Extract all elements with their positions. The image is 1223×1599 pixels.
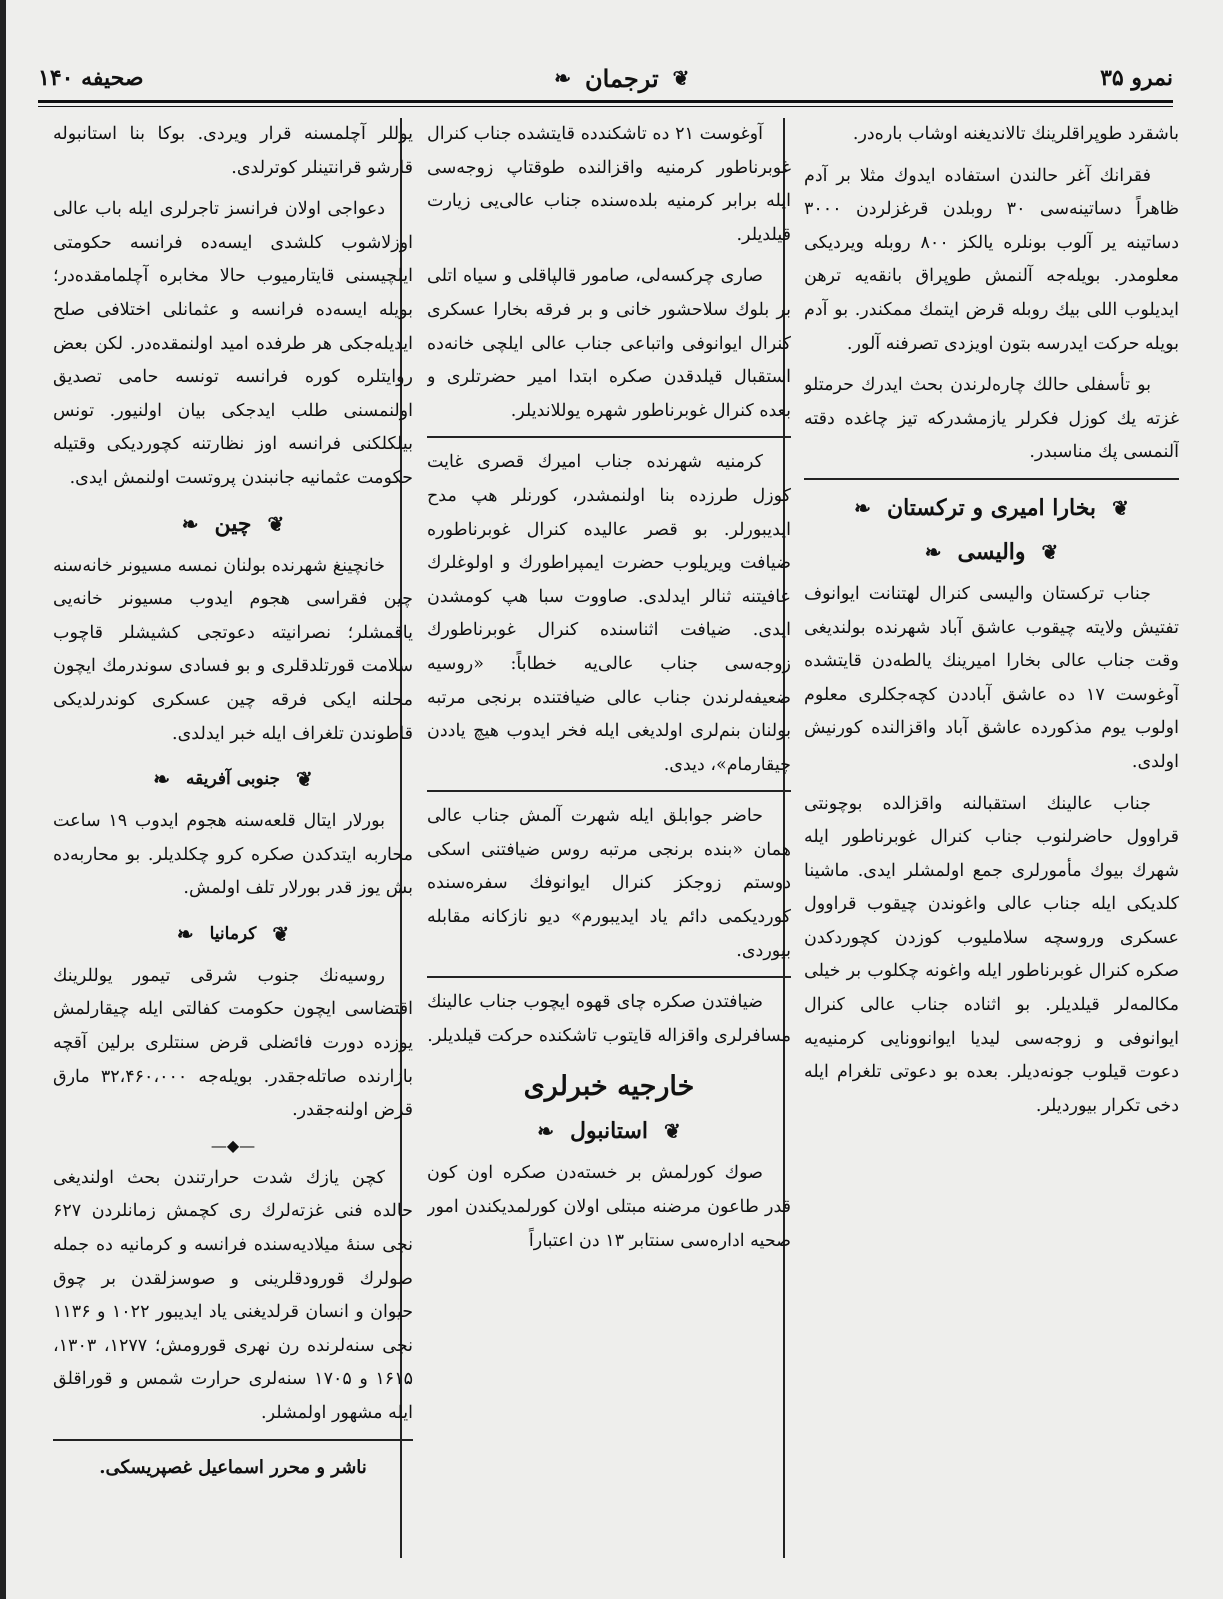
paragraph: بو تأسفلی حالك چاره‌لرندن بحث ایدرك حرمتلو غزته‌ یك كوزل فكرلر یازمشدركه تیز چاغده دقته آلنمسی پك مناسبدر. — [804, 375, 1179, 463]
ornament-icon: ❦ — [267, 511, 285, 536]
section-subheading — [804, 536, 1179, 568]
ornament-icon: ❧ — [153, 767, 171, 792]
paragraph: یوللر آچلمسنه قرار ویردی. بوکا بنا استانبوله قارشو قرانتینلر کوترلدی. — [53, 124, 413, 178]
section-heading — [53, 918, 413, 950]
heading-text: خارجیه خبرلری — [523, 1071, 695, 1103]
heading-text: استانبول — [570, 1118, 648, 1145]
binding-edge — [0, 0, 6, 1599]
column-right — [804, 118, 1179, 1573]
ornament-icon: ❧ — [176, 921, 194, 946]
ornament-icon: ❧ — [181, 511, 199, 536]
masthead-title-group — [554, 64, 689, 93]
ornament-icon: ❦ — [1112, 495, 1129, 520]
ornament-icon: ❦ — [272, 921, 290, 946]
issue-number: نمرو ۳۵ — [1100, 65, 1173, 91]
paragraph: روسیه‌نك جنوب شرقی تیمور یوللرینك اقتضاسی ایچون حکومت کفالتی ایله چیقارلمش یوزده دورت فائضلی قرض سنتلری برلین آقچه بازارنده صاتله‌جقدر. بویله‌جه ۳۲،۴۶۰،۰۰۰ مارق قرض اولنه‌جقدر. — [53, 965, 413, 1121]
paragraph: خانچینغ شهرنده بولنان نمسه مسیونر خانه‌سنه چین فقراسی هجوم ایدوب مسیونر خانه‌یی یاقمشلر؛ نصرانیته دعوتجی کشیشلر قاچوب سلامت قورتلدقلری و بو فسادی سوندرمك ایچون محلنه ایکی فرقه چین عسکری کوندرلدیکی قاطوندن تلغراف ایله خبر ایدلدی. — [53, 555, 413, 744]
ornament-icon: ❧ — [854, 495, 871, 520]
section-subheading — [427, 1115, 791, 1147]
section-rule — [804, 478, 1179, 480]
paragraph: آوغوست ۲۱ ده تاشکندده قایتشده جناب کنرال غوبرناطور کرمنیه واقزالنده طوقتاپ زوجه‌سی ایله برابر کرمنیه بلده‌سنده جناب عالی‌یی زیارت قیلدیلر. — [427, 124, 791, 245]
paragraph: صاری چرکسه‌لی، صامور قالپاقلی و سیاه اتلی بر بلوك سلاحشور خانی و بر فرقه بخارا عسکری کنرال ایوانوفی واتباعی جناب عالی ایلچی خانه‌ده استقبال قیلدقدن صکره ابتدا امیر حضرتلری و بعده کنرال غوبرناطور شهره یوللاندیلر. — [427, 266, 791, 421]
masthead — [38, 58, 1173, 98]
ornament-icon: ❦ — [1041, 539, 1059, 564]
ornament-icon: ❦ — [672, 66, 690, 90]
paragraph: صوك کورلمش بر خسته‌دن صکره اون کون قدر طاعون مرضنه مبتلی اولان کورلمدیکندن امور صحیه اداره‌سی سنتابر ۱۳ دن اعتباراً — [427, 1163, 791, 1251]
paragraph: حاضر جوابلق ایله شهرت آلمش جناب عالی همان «بنده برنجی مرتبه روس ضیافتنی اسکی دوستم زوجکز کنرال ایوانوفك سفره‌سنده کوردیکمی دائم یاد ایدیبورم» دیو نازکانه مقابله بیوردی. — [427, 806, 791, 961]
heading-text: جنوبی آفریقه — [186, 769, 280, 790]
paragraph: جناب عالینك استقبالنه واقزالده بوچونتی قراوول حاضرلنوب جناب کنرال غوبرناطور ایله شهرك بیوك مأمورلری جمع اولمشلر ایدی. ماشینا کلدیکی ایله جناب عالی واغوندن چیقوب قراوول عسکری وروسچه سلاملیوب کوزدن کچوردکدن صکره کنرال غوبرناطور ایله واغونه چکلوب بر خیلی مکالمه‌لر قیلدیلر. بو اثناده جناب عالی کنرال ایوانوفی و زوجه‌سی لیدیا ایوانوونایی کرمنیه‌یه دعوت قیلوب جونه‌دیلر. بعده بو دعوتی تلغرام ایله دخی تکرار بیوردیلر. — [804, 793, 1179, 1116]
newspaper-title: ترجمان — [585, 63, 659, 93]
diamond-divider-icon: —◆— — [210, 1135, 256, 1155]
page-number: صحیفه ۱۴۰ — [38, 65, 144, 91]
header-rule-thin — [38, 106, 1173, 107]
section-heading — [53, 763, 413, 795]
section-heading — [53, 508, 413, 540]
heading-text: بخارا امیری و ترکستان — [886, 494, 1097, 521]
paragraph: باشقرد طوپراقلرینك تالاندیغنه اوشاب باره‌در. — [852, 124, 1179, 144]
paragraph: فقرانك آغر حالندن استفاده ایدوك مثلا بر آدم ظاهراً دساتینه‌سی ۳۰ روبلدن قرغزلردن ۳۰۰۰ دساتینه یر آلوب بونلره یالکز ۸۰۰ روبله ویردیکی معلومدر. بویله‌جه آلنمش طوپراق بانقه‌یه ترهن ایدیلوب اللی بیك روبله قرض ایتمك ممکندر. بو آدم بویله حرکت ایدرسه بتون اویزدی تصرفنه آلور. — [804, 165, 1179, 354]
paragraph: دعواجی اولان فرانسز تاجرلری ایله باب عالی اوزلاشوب کلشدی ایسه‌ده فرانسه حکومتی ایلچیسنی قایتارمیوب حالا مخابره آچلمامقده‌در؛ بویله ایسه‌ده فرانسه و عثمانلی اختلافی صلح ایدیله‌جکی هر طرفده امید اولنمقده‌در. لکن بعض روایتلره کوره فرانسه تونسه حامی تصدیق اولنمسنی طلب ایدجکی بیان اولنیور. تونس بیلکلکنی فرانسه اوز نظارتنه کچوردیکی وقتیله حکومت عثمانیه جانبندن پروتست اولنمش ایدی. — [53, 199, 413, 488]
section-rule — [427, 976, 791, 978]
section-heading — [427, 1071, 791, 1103]
heading-text: والیسی — [957, 538, 1026, 565]
ornament-icon: ❦ — [664, 1119, 681, 1144]
heading-text: چین — [214, 510, 252, 537]
paragraph: کرمنیه شهرنده جناب امیرك قصری غایت کوزل طرزده بنا اولنمشدر، کورنلر هپ مدح ایدیبورلر. بو قصر عالیده کنرال غوبرناطوره ضیافت ویریلوب حضرت ایمپراطورك و اولوغلرك عافیتنه ثنالر ایدلدی. صاووت سبا هپ کومشدن ایدی. ضیافت اثناسنده کنرال غوبرناطورك زوجه‌سی جناب عالی‌یه خطاباً: «روسیه ضعیفه‌لرندن جناب عالی ضیافتنده برنجی مرتبه بولنان بنم‌لری اولدیغی ایله فخر ایدوب هیچ یاددن چیقارمام»، دیدی. — [427, 452, 791, 775]
paragraph: کچن یازك شدت حرارتندن بحث اولندیغی حالده فنی غزته‌لرك ری کچمش زمانلردن ۶۲۷ نجی سنهٔ میلادیه‌سنده فرانسه و کرمانیه ده جمله صولرك قورودقلرینی و صوسزلقدن بر چوق حیوان و انسان قرلدیغنی یاد ایدیبور ۱۰۲۲ و ۱۱۳۶ نجی سنه‌لرنده رن نهری قورومش؛ ۱۲۷۷، ۱۳۰۳، ۱۶۱۵ و ۱۷۰۵ سنه‌لری حرارت شمس و قوراقلق ایله مشهور اولمشلر. — [53, 1167, 413, 1423]
heading-text: کرمانیا — [209, 923, 257, 944]
paragraph: ضیافتدن صکره چای قهوه ایچوب جناب عالینك مسافرلری واقزاله قایتوب تاشکنده حرکت قیلدیلر. — [427, 992, 791, 1046]
imprint-rule — [53, 1439, 413, 1441]
column-left — [53, 118, 413, 1573]
column-middle — [427, 118, 791, 1573]
paragraph: بورلار ایتال قلعه‌سنه هجوم ایدوب ۱۹ ساعت محاربه ایتدکدن صکره کرو چکلدیلر. بو محاربه‌ده بش یوز قدر بورلار تلف اولمش. — [53, 811, 413, 899]
section-heading — [804, 492, 1179, 524]
header-rule — [38, 100, 1173, 103]
ornament-icon: ❧ — [924, 539, 942, 564]
ornament-icon: ❦ — [295, 767, 313, 792]
section-rule — [427, 790, 791, 792]
ornament-icon: ❧ — [554, 66, 572, 90]
paragraph: جناب ترکستان والیسی کنرال لهتنانت ایوانوف تفتیش ولایته چیقوب عاشق آباد شهرنده بولندیغی وقت جناب عالی بخارا امیرینك یالطه‌دن قایتشده آوغوست ۱۷ ده عاشق آباددن کچه‌جکلری معلوم اولوب یوم مذکورده عاشق آباد واقزالنده کورنیش اولدی. — [804, 583, 1179, 772]
publisher-imprint: ناشر و محرر اسماعیل غصپریسکی. — [99, 1456, 367, 1478]
ornament-icon: ❧ — [537, 1119, 554, 1144]
section-rule — [427, 436, 791, 438]
